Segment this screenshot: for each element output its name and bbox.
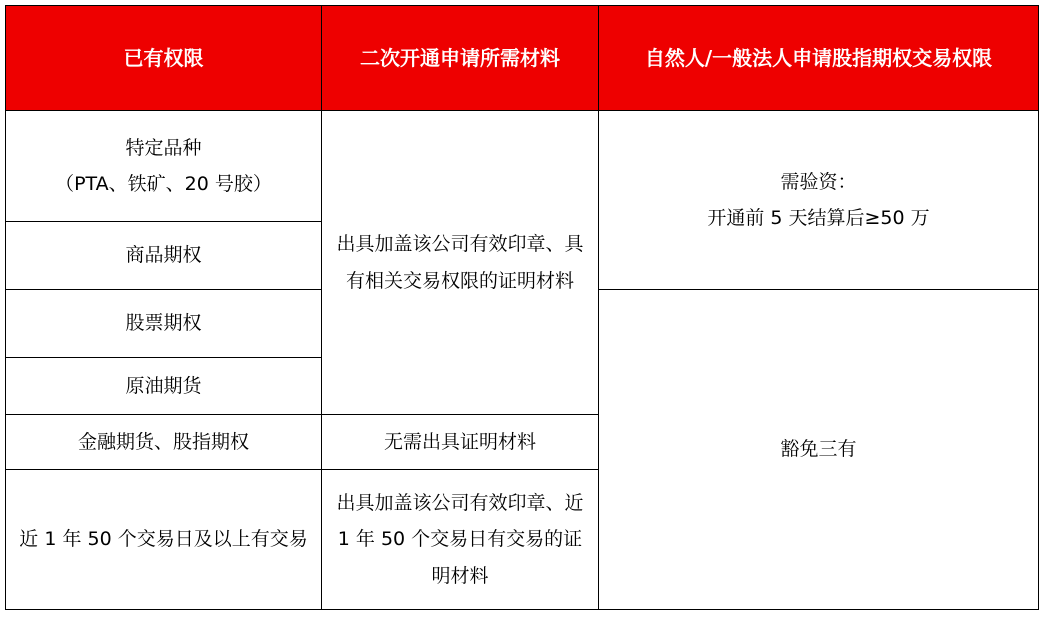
- header-required-materials: 二次开通申请所需材料: [322, 6, 599, 111]
- table-row: [6, 111, 1039, 222]
- cell-capital-verification: [599, 111, 1039, 290]
- specific-varieties-detail: （PTA、铁矿、20 号胶）: [55, 173, 272, 195]
- cell-proof-trading-history: 出具加盖该公司有效印章、近 1 年 50 个交易日有交易的证明材料: [322, 470, 599, 610]
- permissions-table: [5, 5, 1039, 610]
- cell-specific-varieties: [6, 111, 322, 222]
- header-existing-permissions: 已有权限: [6, 6, 322, 111]
- cell-stock-options: 股票期权: [6, 290, 322, 358]
- header-index-option-permission: 自然人/一般法人申请股指期权交易权限: [599, 6, 1039, 111]
- cell-proof-materials-with-permission: 出具加盖该公司有效印章、具有相关交易权限的证明材料: [322, 111, 599, 415]
- cell-commodity-options: 商品期权: [6, 222, 322, 290]
- capital-verification-label: 需验资：: [780, 170, 857, 193]
- capital-verification-condition: 开通前 5 天结算后≥50 万: [707, 207, 930, 229]
- cell-trading-history: 近 1 年 50 个交易日及以上有交易: [6, 470, 322, 610]
- cell-financial-futures: 金融期货、股指期权: [6, 415, 322, 470]
- table-header-row: [6, 6, 1039, 111]
- cell-exemption: 豁免三有: [599, 290, 1039, 610]
- cell-no-proof-needed: 无需出具证明材料: [322, 415, 599, 470]
- cell-crude-oil-futures: 原油期货: [6, 358, 322, 415]
- specific-varieties-label: 特定品种: [125, 136, 202, 159]
